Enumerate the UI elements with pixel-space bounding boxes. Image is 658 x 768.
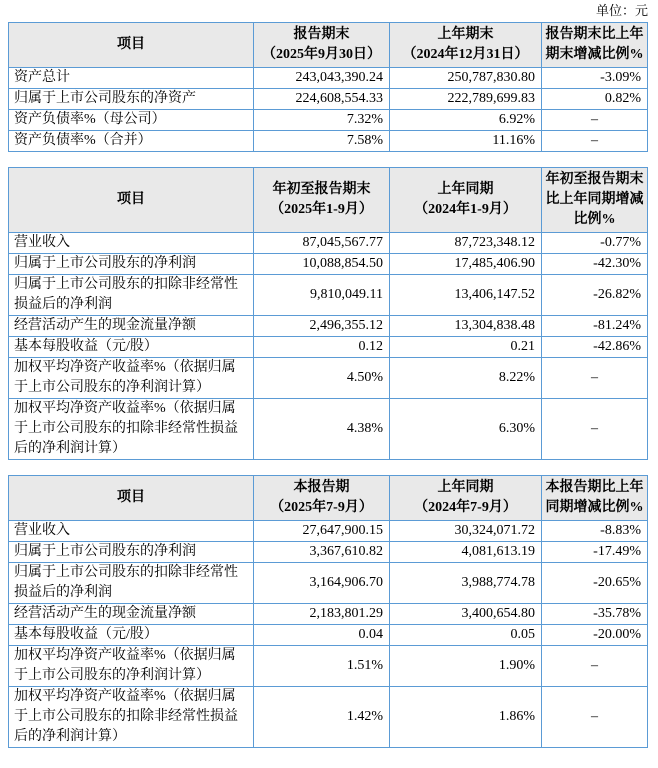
item-label-cell: 资产总计	[9, 68, 254, 89]
header-row	[9, 476, 648, 521]
prior-value-cell: 4,081,613.19	[390, 542, 542, 563]
header-line: （2024年12月31日）	[402, 47, 529, 62]
table-row	[9, 316, 648, 337]
table-row	[9, 358, 648, 399]
header-item-label: 项目	[117, 490, 145, 505]
table-row	[9, 687, 648, 748]
header-prior-period	[390, 23, 542, 68]
header-line: 本报告期比上年	[545, 480, 644, 495]
header-line: （2025年7-9月）	[270, 500, 373, 515]
table-row	[9, 399, 648, 460]
change-pct-cell: -17.49%	[542, 542, 648, 563]
item-label-cell: 基本每股收益（元/股）	[9, 337, 254, 358]
change-pct-cell: -35.78%	[542, 604, 648, 625]
prior-value-cell: 3,988,774.78	[390, 563, 542, 604]
current-value-cell: 10,088,854.50	[254, 254, 390, 275]
current-value-cell: 2,183,801.29	[254, 604, 390, 625]
header-item	[9, 168, 254, 233]
unit-label: 单位：元	[595, 3, 648, 18]
table-row	[9, 233, 648, 254]
prior-value-cell: 250,787,830.80	[390, 68, 542, 89]
header-line: （2024年7-9月）	[414, 500, 517, 515]
change-pct-cell: –	[542, 687, 648, 748]
prior-value-cell: 0.21	[390, 337, 542, 358]
header-line: 上年同期	[437, 182, 494, 197]
item-label-cell: 经营活动产生的现金流量净额	[9, 316, 254, 337]
current-value-cell: 1.42%	[254, 687, 390, 748]
table-row	[9, 275, 648, 316]
header-line: 比上年同期增减	[545, 192, 644, 207]
table-row	[9, 110, 648, 131]
table-row	[9, 68, 648, 89]
current-value-cell: 2,496,355.12	[254, 316, 390, 337]
current-value-cell: 0.04	[254, 625, 390, 646]
header-current-period	[254, 23, 390, 68]
table-row	[9, 521, 648, 542]
header-prior-period	[390, 168, 542, 233]
header-line: 上年期末	[437, 27, 494, 42]
header-current-period	[254, 476, 390, 521]
current-value-cell: 3,367,610.82	[254, 542, 390, 563]
change-pct-cell: -20.00%	[542, 625, 648, 646]
current-value-cell: 0.12	[254, 337, 390, 358]
header-item-label: 项目	[117, 192, 145, 207]
item-label-cell: 营业收入	[9, 233, 254, 254]
prior-value-cell: 11.16%	[390, 131, 542, 152]
header-change-ratio	[542, 168, 648, 233]
item-label-cell: 加权平均净资产收益率%（依据归属于上市公司股东的净利润计算）	[9, 358, 254, 399]
item-label-cell: 归属于上市公司股东的净利润	[9, 254, 254, 275]
header-item	[9, 476, 254, 521]
header-line: 本报告期	[293, 480, 350, 495]
item-label-cell: 归属于上市公司股东的扣除非经常性损益后的净利润	[9, 275, 254, 316]
change-pct-cell: -42.30%	[542, 254, 648, 275]
change-pct-cell: –	[542, 646, 648, 687]
item-label-cell: 加权平均净资产收益率%（依据归属于上市公司股东的扣除非经常性损益后的净利润计算）	[9, 399, 254, 460]
item-label-cell: 归属于上市公司股东的净利润	[9, 542, 254, 563]
table-row	[9, 131, 648, 152]
change-pct-cell: -3.09%	[542, 68, 648, 89]
change-pct-cell: –	[542, 358, 648, 399]
quarter-results-table	[8, 475, 648, 748]
table-row	[9, 542, 648, 563]
prior-value-cell: 1.90%	[390, 646, 542, 687]
item-label-cell: 营业收入	[9, 521, 254, 542]
header-change-ratio	[542, 23, 648, 68]
current-value-cell: 9,810,049.11	[254, 275, 390, 316]
item-label-cell: 加权平均净资产收益率%（依据归属于上市公司股东的净利润计算）	[9, 646, 254, 687]
current-value-cell: 224,608,554.33	[254, 89, 390, 110]
change-pct-cell: –	[542, 399, 648, 460]
change-pct-cell: -42.86%	[542, 337, 648, 358]
table-row	[9, 337, 648, 358]
prior-value-cell: 30,324,071.72	[390, 521, 542, 542]
header-item	[9, 23, 254, 68]
item-label-cell: 资产负债率%（合并）	[9, 131, 254, 152]
table-row	[9, 646, 648, 687]
change-pct-cell: -81.24%	[542, 316, 648, 337]
header-line: （2025年9月30日）	[262, 47, 381, 62]
item-label-cell: 归属于上市公司股东的扣除非经常性损益后的净利润	[9, 563, 254, 604]
table-row	[9, 563, 648, 604]
header-line: 报告期末	[293, 27, 350, 42]
item-label-cell: 资产负债率%（母公司）	[9, 110, 254, 131]
item-label-cell: 基本每股收益（元/股）	[9, 625, 254, 646]
ytd-results-table	[8, 167, 648, 460]
change-pct-cell: –	[542, 110, 648, 131]
prior-value-cell: 87,723,348.12	[390, 233, 542, 254]
header-current-period	[254, 168, 390, 233]
change-pct-cell: –	[542, 131, 648, 152]
header-row	[9, 23, 648, 68]
header-line: 同期增减比例%	[545, 500, 644, 515]
prior-value-cell: 3,400,654.80	[390, 604, 542, 625]
header-line: 年初至报告期末	[272, 182, 371, 197]
item-label-cell: 加权平均净资产收益率%（依据归属于上市公司股东的扣除非经常性损益后的净利润计算）	[9, 687, 254, 748]
current-value-cell: 87,045,567.77	[254, 233, 390, 254]
change-pct-cell: -0.77%	[542, 233, 648, 254]
prior-value-cell: 1.86%	[390, 687, 542, 748]
header-line: 上年同期	[437, 480, 494, 495]
header-change-ratio	[542, 476, 648, 521]
header-line: 年初至报告期末	[545, 172, 644, 187]
table-row	[9, 254, 648, 275]
current-value-cell: 3,164,906.70	[254, 563, 390, 604]
prior-value-cell: 6.30%	[390, 399, 542, 460]
item-label-cell: 归属于上市公司股东的净资产	[9, 89, 254, 110]
prior-value-cell: 0.05	[390, 625, 542, 646]
current-value-cell: 7.58%	[254, 131, 390, 152]
current-value-cell: 27,647,900.15	[254, 521, 390, 542]
prior-value-cell: 8.22%	[390, 358, 542, 399]
header-line: 比例%	[573, 212, 616, 227]
header-line: 报告期末比上年	[545, 27, 644, 42]
header-item-label: 项目	[117, 37, 145, 52]
current-value-cell: 4.50%	[254, 358, 390, 399]
prior-value-cell: 6.92%	[390, 110, 542, 131]
header-line: 期末增减比例%	[545, 47, 644, 62]
prior-value-cell: 17,485,406.90	[390, 254, 542, 275]
current-value-cell: 1.51%	[254, 646, 390, 687]
change-pct-cell: 0.82%	[542, 89, 648, 110]
change-pct-cell: -20.65%	[542, 563, 648, 604]
current-value-cell: 243,043,390.24	[254, 68, 390, 89]
balance-sheet-table	[8, 22, 648, 152]
prior-value-cell: 13,406,147.52	[390, 275, 542, 316]
header-line: （2024年1-9月）	[414, 202, 517, 217]
header-prior-period	[390, 476, 542, 521]
change-pct-cell: -8.83%	[542, 521, 648, 542]
header-line: （2025年1-9月）	[270, 202, 373, 217]
table-row	[9, 604, 648, 625]
current-value-cell: 7.32%	[254, 110, 390, 131]
table-row	[9, 89, 648, 110]
table-row	[9, 625, 648, 646]
current-value-cell: 4.38%	[254, 399, 390, 460]
item-label-cell: 经营活动产生的现金流量净额	[9, 604, 254, 625]
prior-value-cell: 13,304,838.48	[390, 316, 542, 337]
prior-value-cell: 222,789,699.83	[390, 89, 542, 110]
header-row	[9, 168, 648, 233]
change-pct-cell: -26.82%	[542, 275, 648, 316]
